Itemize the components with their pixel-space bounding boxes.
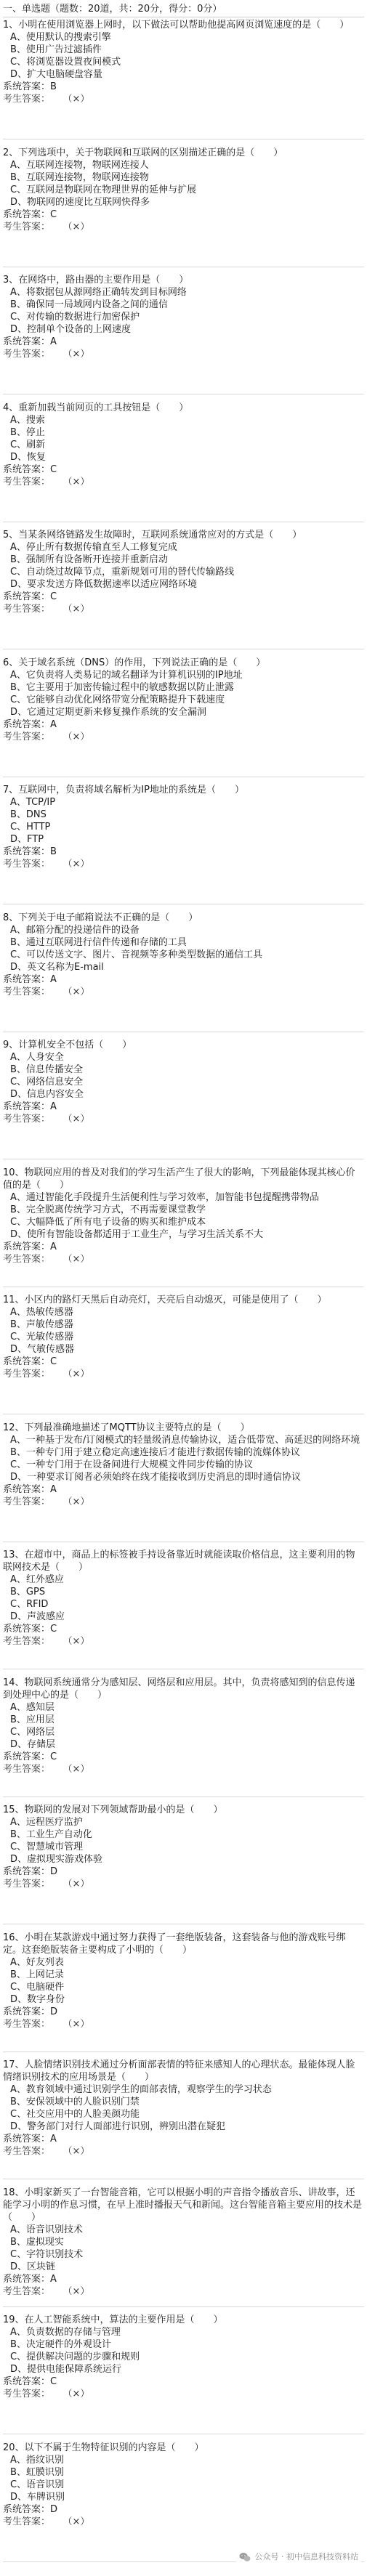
watermark <box>236 2549 362 2564</box>
option-item: C、一种专门用于在设备间进行大规模文件同步传输的协议 <box>10 1459 254 1470</box>
system-answer-value: B <box>50 81 57 92</box>
user-answer-line <box>3 221 364 233</box>
system-answer-line <box>3 1751 364 1763</box>
system-answer-label: 系统答案： <box>3 2134 51 2144</box>
watermark-text: 公众号 · 初中信息科技资料站 <box>254 2552 358 2561</box>
option-item: D、要求发送方降低数据速率以适应网络环境 <box>10 579 198 590</box>
system-answer-value: A <box>50 2273 57 2285</box>
question-block <box>3 274 364 394</box>
wrong-mark: （×） <box>68 349 90 360</box>
system-answer-value: A <box>50 1101 57 1112</box>
question-stem: 9、计算机安全不包括（ ） <box>3 1040 132 1050</box>
user-answer-label: 考生答案： <box>3 1763 51 1775</box>
wrong-mark: （×） <box>68 1114 90 1125</box>
option-item: A、人身安全 <box>10 1052 64 1063</box>
question-stem: 16、小明在某款游戏中通过努力获得了一套绝版装备，这套装备与他的游戏账号绑定。这套绝版装备主要构成了小明的（ ） <box>3 1932 346 1956</box>
option-item: C、提供解决问题的步骤和规则 <box>10 2352 140 2362</box>
option-item: C、RFID <box>10 1599 49 1610</box>
user-answer-line <box>3 2285 364 2298</box>
option-item: C、光敏传感器 <box>10 1332 74 1342</box>
system-answer-value: C <box>50 1751 57 1762</box>
question-stem: 18、小明家新买了一台智能音箱，它可以根据小明的声音指令播放音乐、讲故事，还能学习小明的作息习惯，在早上准时播报天气和新闻。这台智能音箱主要应用的技术是（ ） <box>3 2187 363 2223</box>
option-item: A、远程医疗监护 <box>10 1817 83 1828</box>
system-answer-label: 系统答案： <box>3 846 51 857</box>
system-answer-label: 系统答案： <box>3 336 51 347</box>
option-item: D、它通过定期更新来修复操作系统的安全漏洞 <box>10 706 207 718</box>
user-answer-label: 考生答案： <box>3 476 51 487</box>
question-block <box>3 1422 364 1542</box>
question-stem: 8、下列关于电子邮箱说法不正确的是（ ） <box>3 912 198 923</box>
option-item: D、物联网的速度比互联网快得多 <box>10 196 150 208</box>
option-item: C、语音识别 <box>10 2479 65 2490</box>
option-item: B、完全脱离传统学习方式，不再需要课堂教学 <box>10 1204 206 1215</box>
option-item: B、互联网连接物，物联网连接物 <box>10 171 149 183</box>
option-item: D、虚拟现实游戏体验 <box>10 1854 103 1865</box>
option-item: D、数字身份 <box>10 1993 65 2005</box>
user-answer-line <box>3 2018 364 2030</box>
option-item: D、存储层 <box>10 1738 56 1750</box>
question-stem: 12、下列最准确地描述了MQTT协议主要特点的是（ ） <box>3 1422 250 1433</box>
wrong-mark: （×） <box>68 1369 90 1380</box>
wrong-mark: （×） <box>68 476 90 487</box>
question-stem: 2、下列选项中，关于物联网和互联网的区别描述正确的是（ ） <box>3 147 283 158</box>
option-item: A、TCP/IP <box>10 797 56 808</box>
question-block <box>3 402 364 522</box>
system-answer-line <box>3 2273 364 2285</box>
question-stem: 3、在网络中，路由器的主要作用是（ ） <box>3 275 189 285</box>
system-answer-value: D <box>50 2006 58 2017</box>
wrong-mark: （×） <box>68 2018 90 2030</box>
wrong-mark: （×） <box>68 2516 90 2527</box>
system-answer-label: 系统答案： <box>3 81 51 92</box>
question-block <box>3 1932 364 2052</box>
system-answer-label: 系统答案： <box>3 1101 51 1112</box>
option-item: D、使所有智能设备都适用于工业生产，与学习生活关系不大 <box>10 1228 264 1240</box>
user-answer-label: 考生答案： <box>3 1636 51 1647</box>
option-item: D、声波感应 <box>10 1611 65 1622</box>
system-answer-label: 系统答案： <box>3 2376 51 2387</box>
option-item: D、扩大电脑硬盘容量 <box>10 69 103 80</box>
option-item: B、应用层 <box>10 1714 55 1725</box>
question-block <box>3 1804 364 1924</box>
system-answer-label: 系统答案： <box>3 718 51 730</box>
option-item: B、虹膜识别 <box>10 2466 64 2478</box>
user-answer-line <box>3 2388 364 2400</box>
option-item: C、网络层 <box>10 1726 55 1738</box>
question-block <box>3 1549 364 1669</box>
system-answer-value: A <box>50 1241 57 1252</box>
system-answer-label: 系统答案： <box>3 1483 51 1495</box>
option-item: B、使用广告过滤插件 <box>10 44 102 55</box>
option-item: C、HTTP <box>10 822 51 833</box>
system-answer-label: 系统答案： <box>3 591 51 602</box>
option-item: B、确保同一局域网内设备之间的通信 <box>10 299 168 310</box>
wrong-mark: （×） <box>68 731 90 742</box>
wrong-mark: （×） <box>68 986 90 997</box>
option-item: B、安保领域中的人脸识别门禁 <box>10 2097 140 2107</box>
system-answer-value: C <box>50 591 57 602</box>
option-item: A、停止所有数据传输直至人工修复完成 <box>10 542 177 553</box>
system-answer-value: C <box>50 1624 57 1635</box>
system-answer-line <box>3 1101 364 1113</box>
user-answer-line <box>3 1635 364 1648</box>
user-answer-line <box>3 348 364 360</box>
option-item: A、一种基于发布/订阅模式的轻量级消息传输协议，适合低带宽、高延迟的网络环境 <box>10 1434 360 1446</box>
option-item: A、好友列表 <box>10 1956 64 1968</box>
option-item: A、通过智能化手段提升生活便利性与学习效率，加智能书包提醒携带物品 <box>10 1191 319 1203</box>
option-item: A、互联网连接物，物联网连接人 <box>10 159 149 171</box>
system-answer-label: 系统答案： <box>3 1624 51 1635</box>
user-answer-label: 考生答案： <box>3 2146 51 2157</box>
wrong-mark: （×） <box>68 604 90 615</box>
question-stem: 20、以下不属于生物特征识别的内容是（ ） <box>3 2442 204 2453</box>
user-answer-label: 考生答案： <box>3 986 51 997</box>
option-item: D、气敏传感器 <box>10 1344 75 1355</box>
system-answer-line <box>3 2133 364 2145</box>
option-item: D、控制单个设备的上网速度 <box>10 324 132 335</box>
option-item: B、虚拟现实 <box>10 2236 64 2248</box>
option-item: C、电脑硬件 <box>10 1981 65 1993</box>
option-item: B、强制所有设备断开连接并重新启动 <box>10 554 168 565</box>
option-item: D、一种要求订阅者必须始终在线才能接收到历史消息的即时通信协议 <box>10 1471 302 1483</box>
system-answer-value: D <box>50 1866 58 1877</box>
user-answer-line <box>3 476 364 488</box>
section-title: 一、单选题（题数：20道，共：20分，得分：0分） <box>3 3 364 17</box>
wrong-mark: （×） <box>68 2146 90 2157</box>
user-answer-line <box>3 858 364 870</box>
system-answer-line <box>3 208 364 221</box>
option-item: C、将浏览器设置夜间模式 <box>10 57 121 68</box>
option-item: A、负责数据的存储与管理 <box>10 2327 121 2338</box>
user-answer-line <box>3 986 364 998</box>
question-stem: 6、关于域名系统（DNS）的作用，下列说法正确的是（ ） <box>3 657 266 668</box>
question-stem: 13、在超市中，商品上的标签被手持设备靠近时就能读取价格信息，这主要利用的物联网技术是（ ） <box>3 1550 355 1573</box>
question-block <box>3 657 364 777</box>
user-answer-label: 考生答案： <box>3 2516 51 2527</box>
user-answer-line <box>3 603 364 615</box>
option-item: D、车牌识别 <box>10 2491 65 2503</box>
option-item: A、邮箱分配的投递信件的设备 <box>10 924 140 936</box>
option-item: B、GPS <box>10 1587 46 1597</box>
option-item: C、它能够自动优化网络带宽分配策略提升下载速度 <box>10 694 225 705</box>
system-answer-value: A <box>50 718 57 730</box>
option-item: C、智慧城市管理 <box>10 1842 84 1852</box>
system-answer-label: 系统答案： <box>3 973 51 985</box>
user-answer-line <box>3 1368 364 1380</box>
user-answer-line <box>3 731 364 743</box>
question-block <box>3 1294 364 1414</box>
user-answer-line <box>3 2516 364 2528</box>
question-block <box>3 912 364 1032</box>
question-block <box>3 2314 364 2434</box>
question-stem: 11、小区内的路灯天黑后自动亮灯，天亮后自动熄灭，可能是使用了（ ） <box>3 1295 327 1305</box>
wrong-mark: （×） <box>68 2285 90 2297</box>
user-answer-label: 考生答案： <box>3 1253 51 1265</box>
question-block <box>3 784 364 904</box>
wechat-icon <box>239 2552 251 2562</box>
option-item: A、它负责将人类易记的域名翻译为计算机识别的IP地址 <box>10 669 243 681</box>
option-item: B、通过互联网进行信件传递和存储的工具 <box>10 936 187 948</box>
system-answer-value: A <box>50 2134 57 2144</box>
option-item: B、停止 <box>10 426 45 438</box>
system-answer-value: D <box>50 2503 58 2515</box>
system-answer-value: A <box>50 973 57 985</box>
wrong-mark: （×） <box>68 1763 90 1775</box>
question-stem: 14、物联网系统通常分为感知层、网络层和应用层。其中，负责将感知到的信息传递到处理中心的是（ ） <box>3 1677 355 1701</box>
option-item: C、刷新 <box>10 439 46 450</box>
wrong-mark: （×） <box>68 1636 90 1647</box>
system-answer-line <box>3 718 364 731</box>
system-answer-label: 系统答案： <box>3 2273 51 2285</box>
option-item: B、它主要用于加密传输过程中的敏感数据以防止泄露 <box>10 681 234 693</box>
system-answer-value: C <box>50 463 57 475</box>
system-answer-value: C <box>50 2376 57 2387</box>
user-answer-label: 考生答案： <box>3 2285 51 2297</box>
system-answer-value: A <box>50 336 57 347</box>
question-stem: 10、物联网应用的普及对我们的学习生活产生了很大的影响，下列最能体现其核心价值的是（ ） <box>3 1167 355 1191</box>
option-item: B、决定硬件的外观设计 <box>10 2339 111 2350</box>
wrong-mark: （×） <box>68 1496 90 1507</box>
question-block <box>3 19 364 139</box>
system-answer-label: 系统答案： <box>3 1866 51 1877</box>
system-answer-line <box>3 336 364 348</box>
user-answer-line <box>3 1878 364 1890</box>
system-answer-label: 系统答案： <box>3 208 51 220</box>
system-answer-label: 系统答案： <box>3 1751 51 1762</box>
question-block <box>3 1167 364 1287</box>
user-answer-label: 考生答案： <box>3 349 51 360</box>
option-item: B、一种专门用于建立稳定高速连接后才能进行数据传输的流媒体协议 <box>10 1446 300 1458</box>
wrong-mark: （×） <box>68 1879 90 1890</box>
question-stem: 15、物联网的发展对下列领域帮助最小的是（ ） <box>3 1805 223 1815</box>
user-answer-label: 考生答案： <box>3 731 51 742</box>
option-item: A、感知层 <box>10 1701 55 1713</box>
option-item: B、上网记录 <box>10 1969 64 1980</box>
wrong-mark: （×） <box>68 859 90 870</box>
wrong-mark: （×） <box>68 94 90 105</box>
system-answer-label: 系统答案： <box>3 2006 51 2017</box>
question-stem: 7、互联网中，负责将域名解析为IP地址的系统是（ ） <box>3 785 244 795</box>
option-item: C、字符识别技术 <box>10 2248 84 2260</box>
option-item: B、DNS <box>10 809 47 820</box>
question-stem: 1、小明在使用浏览器上网时，以下做法可以帮助他提高网页浏览速度的是（ ） <box>3 20 350 31</box>
option-item: C、可以传送文字、图片、音视频等多种类型数据的通信工具 <box>10 949 263 960</box>
option-item: B、声敏传感器 <box>10 1319 73 1330</box>
user-answer-line <box>3 1496 364 1508</box>
question-block <box>3 2059 364 2179</box>
user-answer-line <box>3 1113 364 1125</box>
option-item: C、大幅降低了所有电子设备的购买和维护成本 <box>10 1216 206 1228</box>
option-item: D、警务部门对行人面部进行识别，辨别出潜在疑犯 <box>10 2121 226 2132</box>
user-answer-line <box>3 2145 364 2158</box>
user-answer-label: 考生答案： <box>3 1879 51 1890</box>
user-answer-label: 考生答案： <box>3 604 51 615</box>
option-item: A、热敏传感器 <box>10 1307 73 1318</box>
user-answer-label: 考生答案： <box>3 1496 51 1507</box>
question-block <box>3 1677 364 1797</box>
user-answer-label: 考生答案： <box>3 221 51 232</box>
wrong-mark: （×） <box>68 1253 90 1265</box>
option-item: A、将数据包从源网络正确转发到目标网络 <box>10 287 187 298</box>
option-item: A、指纹识别 <box>10 2454 64 2466</box>
system-answer-line <box>3 1623 364 1635</box>
system-answer-value: A <box>50 1483 57 1495</box>
system-answer-line <box>3 591 364 603</box>
option-item: B、信息传播安全 <box>10 1064 83 1075</box>
option-item: A、语音识别技术 <box>10 2224 83 2235</box>
system-answer-line <box>3 846 364 858</box>
system-answer-value: B <box>50 846 57 857</box>
user-answer-line <box>3 1253 364 1265</box>
system-answer-line <box>3 973 364 986</box>
system-answer-line <box>3 2503 364 2516</box>
option-item: A、红外感应 <box>10 1574 64 1585</box>
wrong-mark: （×） <box>68 2389 90 2399</box>
system-answer-line <box>3 463 364 476</box>
option-item: C、社交应用中的人脸美颜功能 <box>10 2109 140 2120</box>
user-answer-label: 考生答案： <box>3 859 51 870</box>
question-block <box>3 2187 364 2307</box>
option-item: D、提供电能保障系统运行 <box>10 2364 122 2375</box>
option-item: C、自动绕过故障节点，重新规划可用的替代传输路线 <box>10 567 235 578</box>
option-item: A、使用默认的搜索引擎 <box>10 32 111 43</box>
question-stem: 4、重新加载当前网页的工具按钮是（ ） <box>3 402 189 413</box>
user-answer-line <box>3 1763 364 1775</box>
system-answer-line <box>3 1241 364 1253</box>
option-item: D、FTP <box>10 834 44 845</box>
option-item: C、互联网是物联网在物理世界的延伸与扩展 <box>10 184 197 195</box>
user-answer-label: 考生答案： <box>3 2018 51 2030</box>
system-answer-label: 系统答案： <box>3 2503 51 2515</box>
option-item: D、信息内容安全 <box>10 1089 84 1100</box>
option-item: B、工业生产自动化 <box>10 1829 92 1840</box>
user-answer-line <box>3 93 364 105</box>
user-answer-label: 考生答案： <box>3 1114 51 1125</box>
wrong-mark: （×） <box>68 221 90 232</box>
system-answer-value: C <box>50 1356 57 1367</box>
system-answer-line <box>3 1866 364 1878</box>
system-answer-line <box>3 1356 364 1368</box>
user-answer-label: 考生答案： <box>3 2389 51 2399</box>
option-item: A、教育领域中通过识别学生的面部表情，观察学生的学习状态 <box>10 2084 272 2095</box>
option-item: D、区块链 <box>10 2261 56 2272</box>
system-answer-value: C <box>50 208 57 220</box>
system-answer-label: 系统答案： <box>3 1356 51 1367</box>
question-block <box>3 529 364 649</box>
option-item: C、对传输的数据进行加密保护 <box>10 312 140 323</box>
user-answer-label: 考生答案： <box>3 94 51 105</box>
system-answer-line <box>3 2006 364 2018</box>
system-answer-line <box>3 1483 364 1496</box>
option-item: A、搜索 <box>10 414 45 426</box>
question-block <box>3 2442 364 2562</box>
user-answer-label: 考生答案： <box>3 1369 51 1380</box>
question-stem: 17、人脸情绪识别技术通过分析面部表情的特征来感知人的心理状态。最能体现人脸情绪识别技术的应用场景是（ ） <box>3 2059 355 2083</box>
option-item: C、网络信息安全 <box>10 1077 84 1087</box>
question-stem: 5、当某条网络链路发生故障时，互联网系统通常应对的方式是（ ） <box>3 530 302 540</box>
option-item: D、恢复 <box>10 451 47 463</box>
option-item: D、英文名称为E-mail <box>10 961 104 973</box>
question-stem: 19、在人工智能系统中，算法的主要作用是（ ） <box>3 2314 223 2325</box>
system-answer-line <box>3 2375 364 2388</box>
system-answer-line <box>3 81 364 93</box>
question-block <box>3 147 364 267</box>
system-answer-label: 系统答案： <box>3 1241 51 1252</box>
system-answer-label: 系统答案： <box>3 463 51 475</box>
question-block <box>3 1039 364 1159</box>
